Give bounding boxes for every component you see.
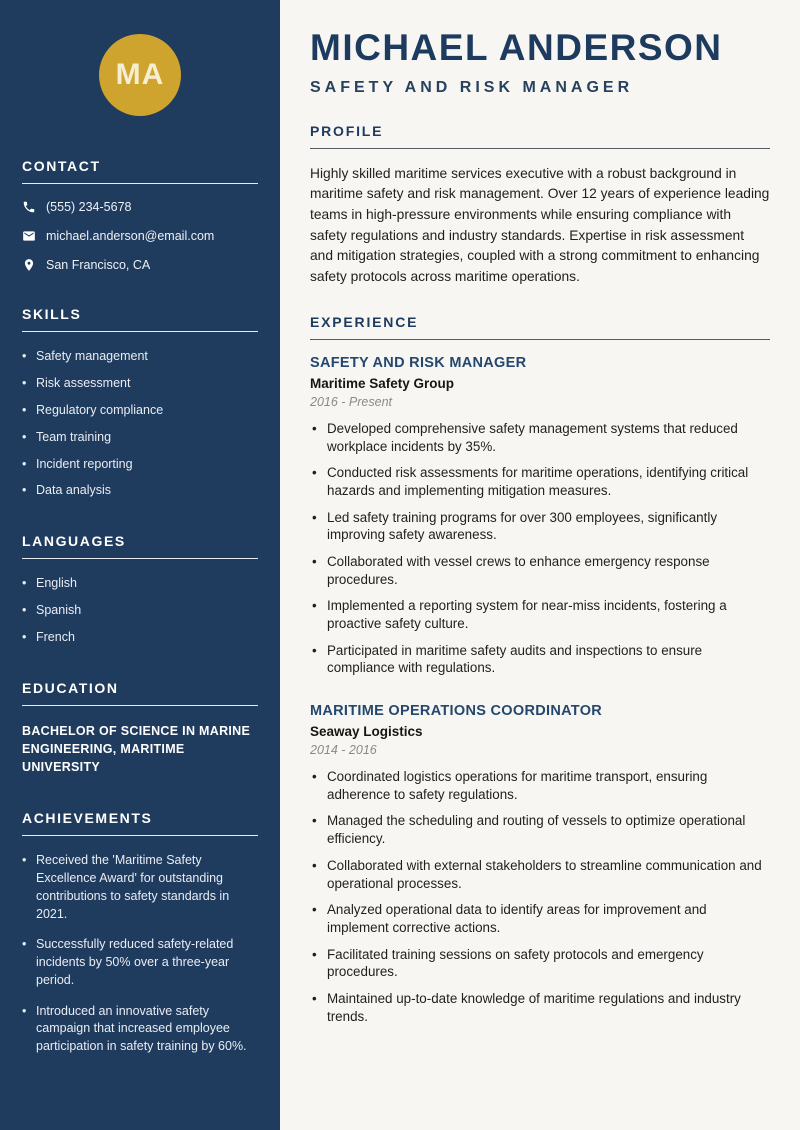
education-heading: EDUCATION bbox=[22, 680, 258, 706]
job-dates: 2016 - Present bbox=[310, 394, 392, 409]
job-bullet-item: • Collaborated with vessel crews to enhance emergency response procedures. bbox=[310, 553, 770, 588]
language-item: • French bbox=[22, 629, 258, 646]
contact-email-row bbox=[22, 229, 258, 243]
job-bullet-item: • Collaborated with external stakeholders to streamline communication and operational processes. bbox=[310, 857, 770, 892]
contact-phone: (555) 234-5678 bbox=[46, 200, 132, 214]
email-icon bbox=[22, 229, 36, 243]
skill-item: • Safety management bbox=[22, 348, 258, 365]
resume-sidebar bbox=[0, 0, 280, 1130]
skill-item: • Risk assessment bbox=[22, 375, 258, 392]
languages-section bbox=[22, 533, 258, 646]
avatar-wrap bbox=[22, 34, 258, 116]
job-block-2 bbox=[310, 703, 770, 1025]
language-item: • English bbox=[22, 575, 258, 592]
languages-list bbox=[22, 575, 258, 646]
job-bullet-item: • Developed comprehensive safety management systems that reduced workplace incidents by 35%. bbox=[310, 420, 770, 455]
skill-item: • Data analysis bbox=[22, 482, 258, 499]
job-bullet-item: • Maintained up-to-date knowledge of maritime regulations and industry trends. bbox=[310, 990, 770, 1025]
achievement-item: • Received the 'Maritime Safety Excellence Award' for outstanding contributions to safety standards in 2021. bbox=[22, 852, 258, 923]
job-bullet-item: • Led safety training programs for over 300 employees, significantly improving safety awareness. bbox=[310, 509, 770, 544]
person-name: MICHAEL ANDERSON bbox=[310, 27, 723, 68]
contact-heading: CONTACT bbox=[22, 158, 258, 184]
experience-heading: EXPERIENCE bbox=[310, 314, 770, 340]
achievements-heading: ACHIEVEMENTS bbox=[22, 810, 258, 836]
avatar bbox=[99, 34, 181, 116]
job-bullet-item: • Participated in maritime safety audits and inspections to ensure compliance with regulations. bbox=[310, 642, 770, 677]
education-degree: BACHELOR OF SCIENCE IN MARINE ENGINEERING, MARITIME UNIVERSITY bbox=[22, 723, 251, 775]
profile-text: Highly skilled maritime services executive with a robust background in maritime safety and risk management. Over 12 years of experience leading teams in high-pressure environments while ensuring compliance with safety regulations and industry standards. Expertise in risk assessment and mitigation strategies, coupled with a strong commitment to enhancing safety protocols across maritime operations. bbox=[310, 165, 770, 285]
contact-location: San Francisco, CA bbox=[46, 258, 151, 272]
profile-section bbox=[310, 123, 770, 288]
job-dates: 2014 - 2016 bbox=[310, 743, 377, 758]
achievement-item: • Successfully reduced safety-related incidents by 50% over a three-year period. bbox=[22, 936, 258, 989]
languages-heading: LANGUAGES bbox=[22, 533, 258, 559]
job-bullet-item: • Managed the scheduling and routing of vessels to optimize operational efficiency. bbox=[310, 812, 770, 847]
job-bullet-item: • Conducted risk assessments for maritime operations, identifying critical hazards and implementing mitigation measures. bbox=[310, 464, 770, 499]
job-title: MARITIME OPERATIONS COORDINATOR bbox=[310, 703, 603, 720]
achievements-section bbox=[22, 810, 258, 1056]
job-title: SAFETY AND RISK MANAGER bbox=[310, 354, 527, 371]
skills-section bbox=[22, 306, 258, 499]
experience-section bbox=[310, 314, 770, 1026]
profile-heading: PROFILE bbox=[310, 123, 770, 149]
language-item: • Spanish bbox=[22, 602, 258, 619]
skill-item: • Regulatory compliance bbox=[22, 402, 258, 419]
avatar-initials: MA bbox=[115, 58, 165, 91]
education-section bbox=[22, 680, 258, 776]
contact-phone-row bbox=[22, 200, 258, 214]
job-bullet-item: • Coordinated logistics operations for maritime transport, ensuring adherence to safety regulations. bbox=[310, 768, 770, 803]
job-bullet-item: • Implemented a reporting system for near-miss incidents, fostering a proactive safety culture. bbox=[310, 597, 770, 632]
job-company: Seaway Logistics bbox=[310, 724, 423, 740]
person-title: SAFETY AND RISK MANAGER bbox=[310, 78, 634, 96]
location-pin-icon bbox=[22, 258, 36, 272]
job-bullets bbox=[310, 768, 770, 1025]
skill-item: • Incident reporting bbox=[22, 456, 258, 473]
job-bullet-item: • Analyzed operational data to identify areas for improvement and implement corrective actions. bbox=[310, 901, 770, 936]
job-block-1 bbox=[310, 355, 770, 677]
achievement-item: • Introduced an innovative safety campaign that increased employee participation in safety training by 60%. bbox=[22, 1003, 258, 1056]
job-bullets bbox=[310, 420, 770, 677]
skills-list bbox=[22, 348, 258, 499]
contact-section bbox=[22, 158, 258, 272]
skill-item: • Team training bbox=[22, 429, 258, 446]
job-bullet-item: • Facilitated training sessions on safety protocols and emergency procedures. bbox=[310, 946, 770, 981]
contact-email: michael.anderson@email.com bbox=[46, 229, 215, 243]
phone-icon bbox=[22, 200, 36, 214]
achievements-list bbox=[22, 852, 258, 1056]
skills-heading: SKILLS bbox=[22, 306, 258, 332]
contact-location-row bbox=[22, 258, 258, 272]
resume-main bbox=[280, 0, 800, 1130]
job-company: Maritime Safety Group bbox=[310, 375, 455, 391]
